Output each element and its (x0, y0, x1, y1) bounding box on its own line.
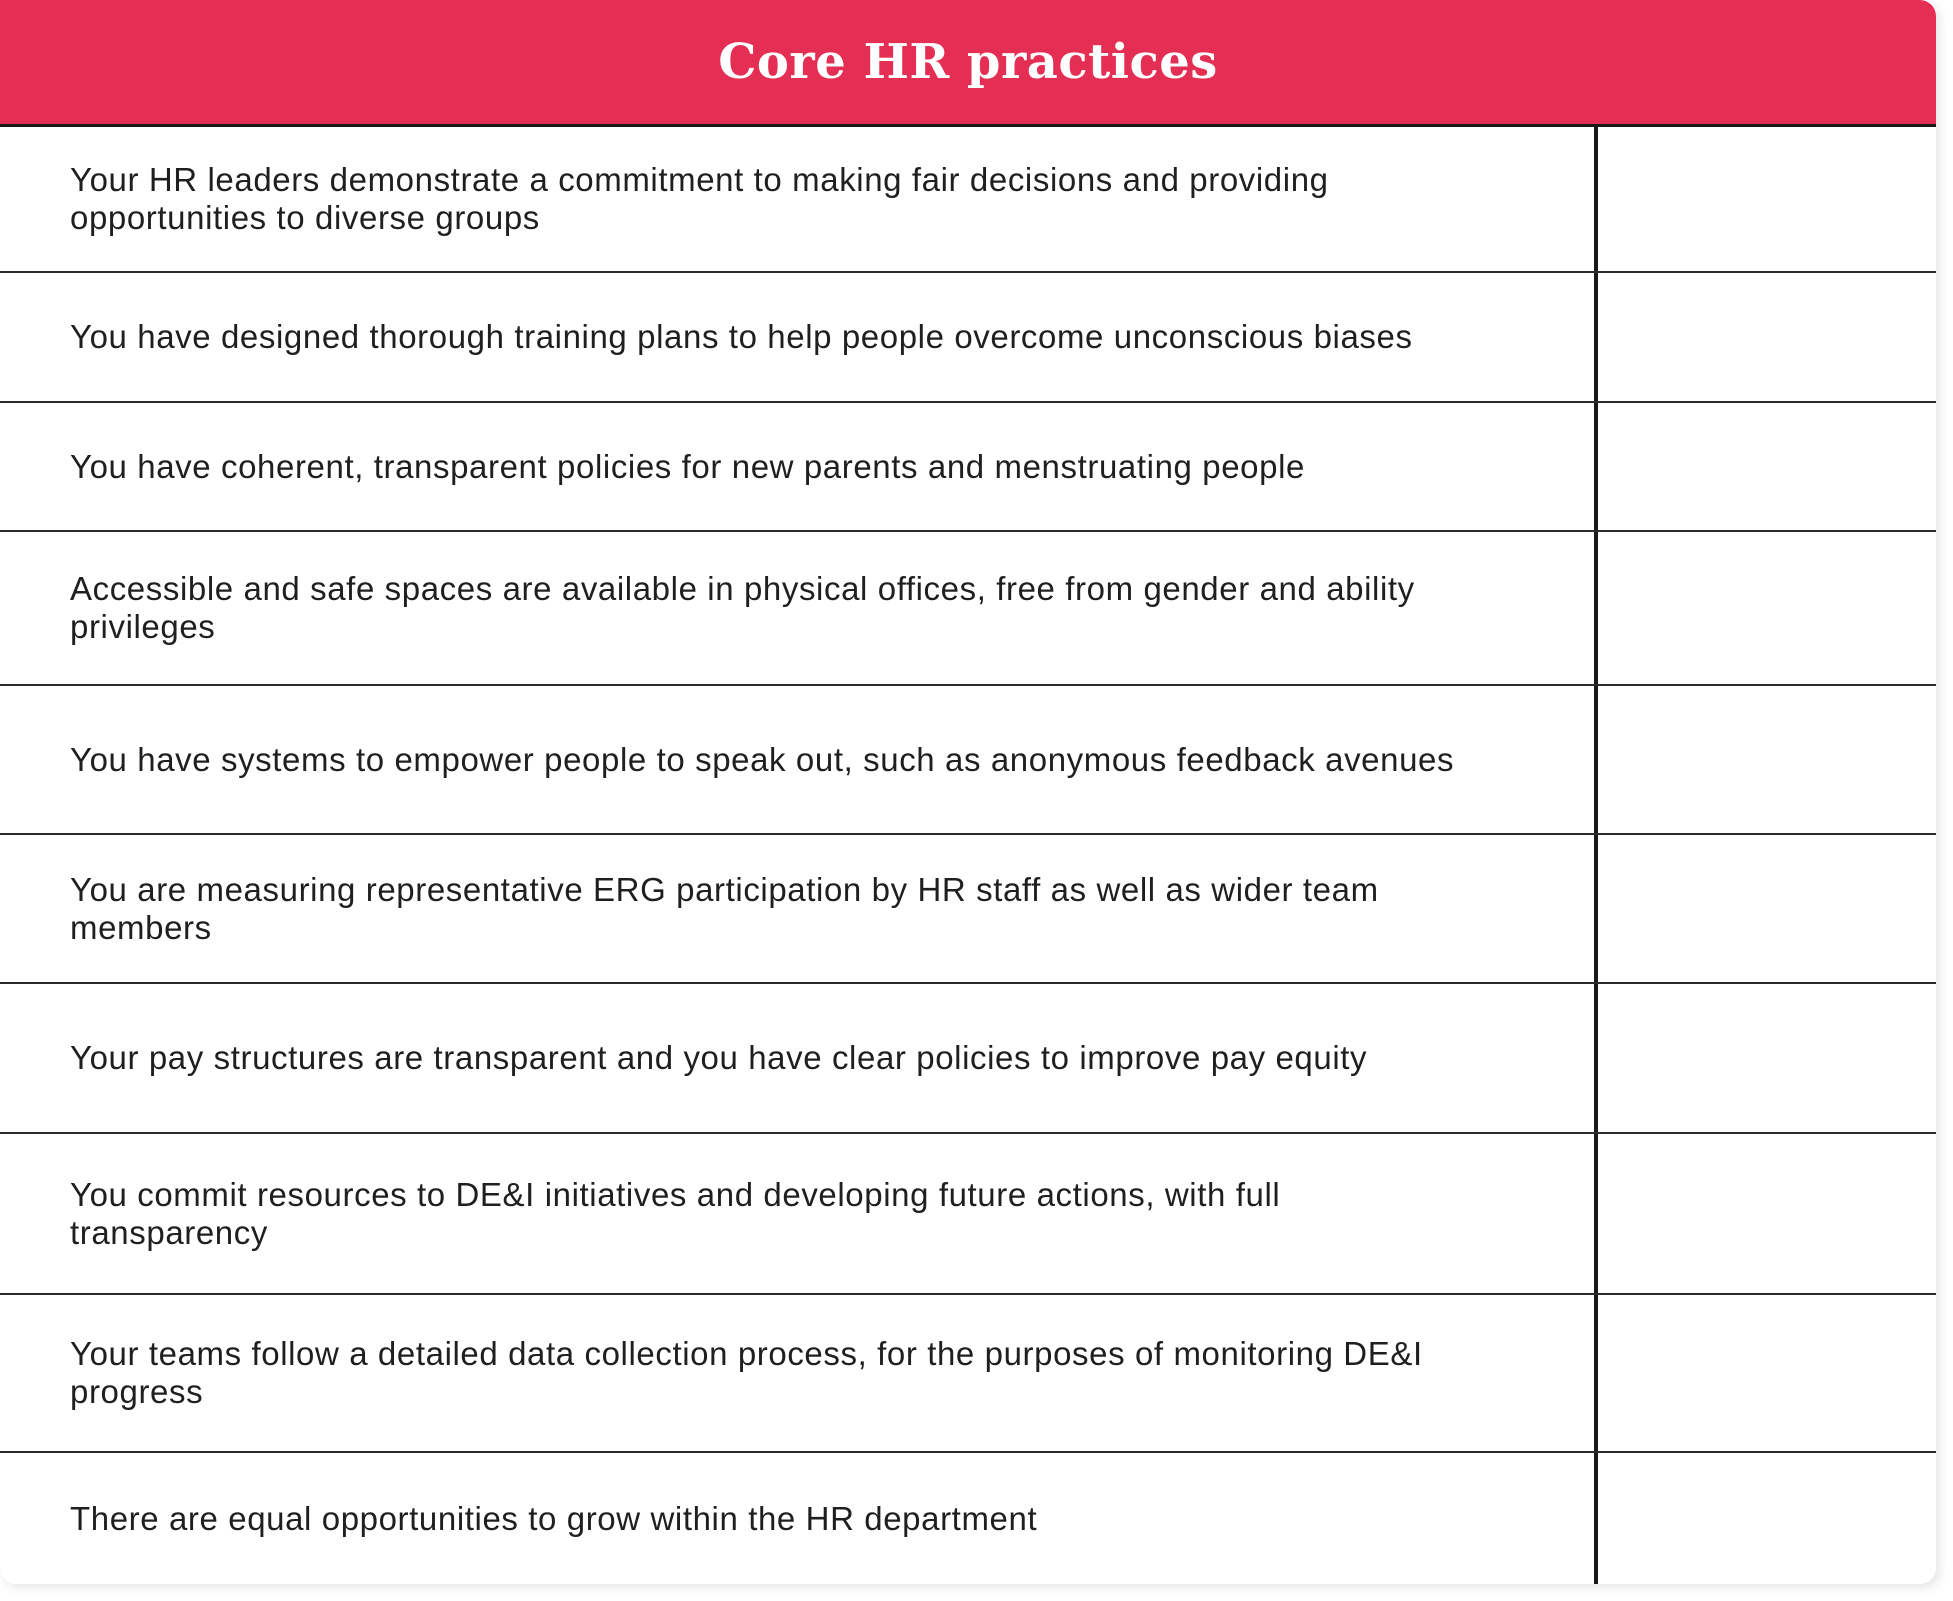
row-answer-cell[interactable] (1594, 1295, 1936, 1451)
table-row (0, 1134, 1936, 1295)
table-row (0, 1453, 1936, 1584)
row-answer-cell[interactable] (1594, 273, 1936, 401)
table-row (0, 127, 1936, 273)
row-statement: You have systems to empower people to speak out, such as anonymous feedback avenues (70, 740, 1455, 778)
table-row (0, 984, 1936, 1134)
row-answer-cell[interactable] (1594, 1453, 1936, 1584)
table-row (0, 532, 1936, 686)
row-statement: You have designed thorough training plans to help people overcome unconscious biases (70, 318, 1413, 355)
row-answer-cell[interactable] (1594, 835, 1936, 982)
row-answer-cell[interactable] (1594, 127, 1936, 271)
row-statement: You have coherent, transparent policies for new parents and menstruating people (70, 447, 1305, 485)
row-statement: Your HR leaders demonstrate a commitment to making fair decisions and providing opportunities to diverse groups (70, 161, 1329, 236)
row-answer-cell[interactable] (1594, 532, 1936, 684)
table-row (0, 403, 1936, 532)
row-statement: Your pay structures are transparent and you have clear policies to improve pay equity (70, 1039, 1368, 1076)
row-answer-cell[interactable] (1594, 984, 1936, 1132)
row-statement: You are measuring representative ERG participation by HR staff as well as wider team members (70, 870, 1379, 946)
checklist-table (0, 127, 1936, 1584)
row-statement: You commit resources to DE&I initiatives and developing future actions, with full transparency (70, 1175, 1281, 1251)
row-statement: Accessible and safe spaces are available in physical offices, free from gender and ability privileges (70, 570, 1415, 645)
row-answer-cell[interactable] (1594, 1134, 1936, 1293)
row-answer-cell[interactable] (1594, 686, 1936, 833)
table-header (0, 0, 1936, 127)
row-answer-cell[interactable] (1594, 403, 1936, 530)
table-row (0, 835, 1936, 984)
table-row (0, 686, 1936, 835)
table-row (0, 1295, 1936, 1453)
table-row (0, 273, 1936, 403)
page-title: Core HR practices (718, 34, 1218, 90)
row-statement: Your teams follow a detailed data collection process, for the purposes of monitoring DE&I progress (70, 1335, 1423, 1410)
row-statement: There are equal opportunities to grow within the HR department (70, 1499, 1038, 1537)
